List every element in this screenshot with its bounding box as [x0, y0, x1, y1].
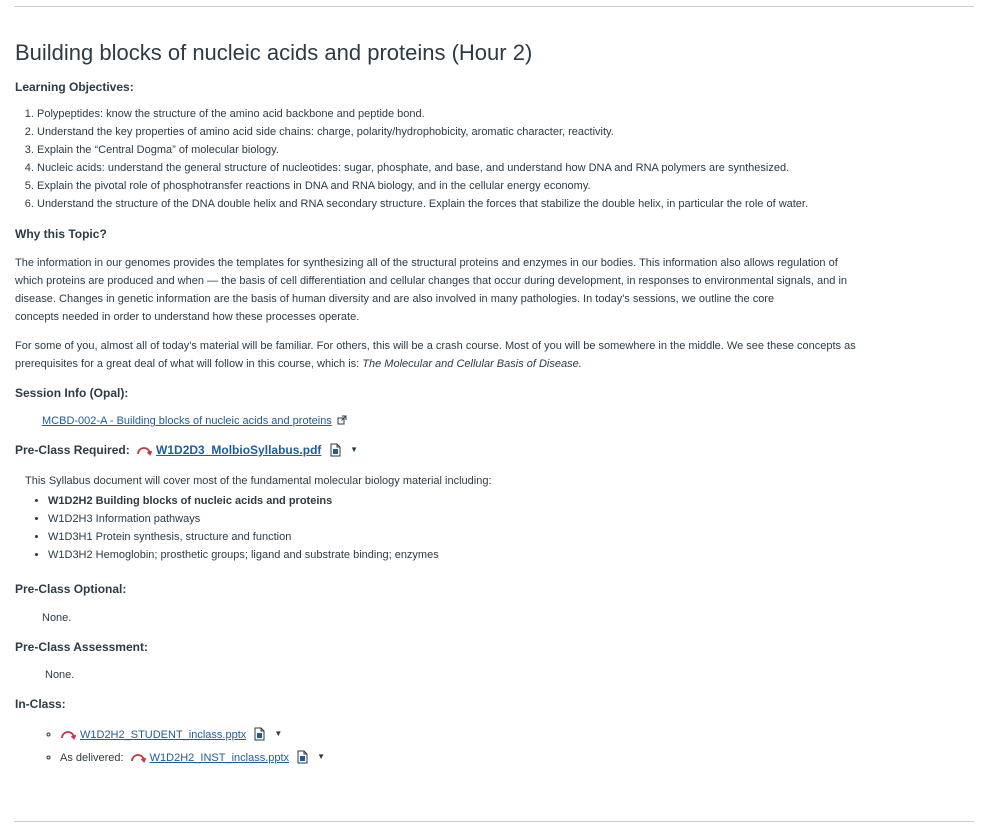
in-class-label: In-Class:: [15, 697, 66, 711]
list-item: 6. Understand the structure of the DNA double helix and RNA secondary structure. Explain the forces that stabilize the double helix, in particular the role of water.: [37, 195, 970, 213]
why-paragraph-1: [15, 254, 970, 326]
list-item: • W1D3H1 Protein synthesis, structure and function: [48, 528, 970, 546]
list-item: 2. Understand the key properties of amino acid side chains: charge, polarity/hydrophobicity, aromatic character, reactivity.: [37, 123, 970, 141]
pre-class-optional-value: None.: [42, 612, 72, 624]
rotate-icon: [60, 728, 76, 740]
in-class-list: [15, 723, 970, 769]
rotate-icon: [136, 444, 152, 456]
list-item: [60, 723, 970, 746]
pre-class-optional-label: Pre-Class Optional:: [15, 582, 127, 596]
syllabus-topics-list: [25, 492, 970, 564]
session-link[interactable]: MCBD-002-A - Building blocks of nucleic acids and proteins: [42, 415, 332, 427]
why-paragraph-1-line: concepts needed in order to understand how these processes operate.: [15, 311, 360, 323]
inst-file-link[interactable]: W1D2H2_INST_inclass.pptx: [149, 752, 290, 764]
caret-down-icon[interactable]: ▼: [317, 752, 326, 761]
top-divider: [14, 6, 974, 7]
syllabus-file-link[interactable]: W1D2D3_MolbioSyllabus.pdf: [156, 443, 322, 457]
why-paragraph-2-line: prerequisites for a great deal of what will follow in this course, which is:: [15, 358, 363, 370]
why-paragraph-2-line: For some of you, almost all of today's material will be familiar. For others, this will be a crash course. Most of you will be somewhere in the middle. We see these concepts as: [15, 340, 856, 352]
list-item: 5. Explain the pivotal role of phosphotransfer reactions in DNA and RNA biology, and in the cellular energy economy.: [37, 177, 970, 195]
page-title: Building blocks of nucleic acids and proteins (Hour 2): [15, 40, 533, 65]
why-paragraph-1-line: The information in our genomes provides the templates for synthesizing all of the structural proteins and enzymes in our bodies. This information also allows regulation of: [15, 257, 838, 269]
course-name: The Molecular and Cellular Basis of Disease.: [362, 358, 582, 370]
file-preview-icon[interactable]: [329, 443, 342, 457]
caret-down-icon[interactable]: ▼: [350, 445, 359, 454]
why-paragraph-1-line: which proteins are produced and when — the basis of cell differentiation and cellular changes that occur during development, in responses to environmental signals, and in: [15, 275, 848, 287]
syllabus-block: [15, 472, 970, 564]
caret-down-icon[interactable]: ▼: [274, 729, 283, 738]
list-item: • W1D2H2 Building blocks of nucleic acids and proteins: [48, 492, 970, 510]
bottom-divider: [14, 821, 974, 822]
why-paragraph-1-line: disease. Changes in genetic information are the basis of human diversity and are also involved in many pathologies. In today's sessions, we outline the core: [15, 293, 775, 305]
page-content: [15, 38, 970, 769]
file-preview-icon[interactable]: [253, 727, 266, 741]
file-preview-icon[interactable]: [296, 750, 309, 764]
list-item: • W1D3H2 Hemoglobin; prosthetic groups; ligand and substrate binding; enzymes: [48, 546, 970, 564]
external-link-icon[interactable]: [337, 415, 347, 425]
list-item: 3. Explain the “Central Dogma” of molecular biology.: [37, 141, 970, 159]
pre-class-required-label: Pre-Class Required:: [15, 443, 130, 457]
pre-class-required-row: [15, 441, 970, 459]
pre-class-assessment-value: None.: [45, 669, 75, 681]
student-file-link[interactable]: W1D2H2_STUDENT_inclass.pptx: [80, 729, 247, 741]
learning-objectives-label: Learning Objectives:: [15, 80, 134, 94]
why-paragraph-2: [15, 337, 970, 373]
list-item: 1. Polypeptides: know the structure of the amino acid backbone and peptide bond.: [37, 105, 970, 123]
as-delivered-label: As delivered:: [60, 752, 124, 764]
syllabus-intro: This Syllabus document will cover most of the fundamental molecular biology material including:: [25, 475, 492, 487]
session-info-label: Session Info (Opal):: [15, 386, 129, 400]
why-topic-label: Why this Topic?: [15, 227, 107, 241]
list-item: • W1D2H3 Information pathways: [48, 510, 970, 528]
session-info-row: [15, 412, 970, 430]
learning-objectives-list: [15, 105, 970, 213]
rotate-icon: [130, 751, 146, 763]
pre-class-assessment-label: Pre-Class Assessment:: [15, 640, 148, 654]
list-item: 4. Nucleic acids: understand the general structure of nucleotides: sugar, phosphate, and base, and understand how DNA and RNA polymers are synthesized.: [37, 159, 970, 177]
list-item: [60, 746, 970, 769]
